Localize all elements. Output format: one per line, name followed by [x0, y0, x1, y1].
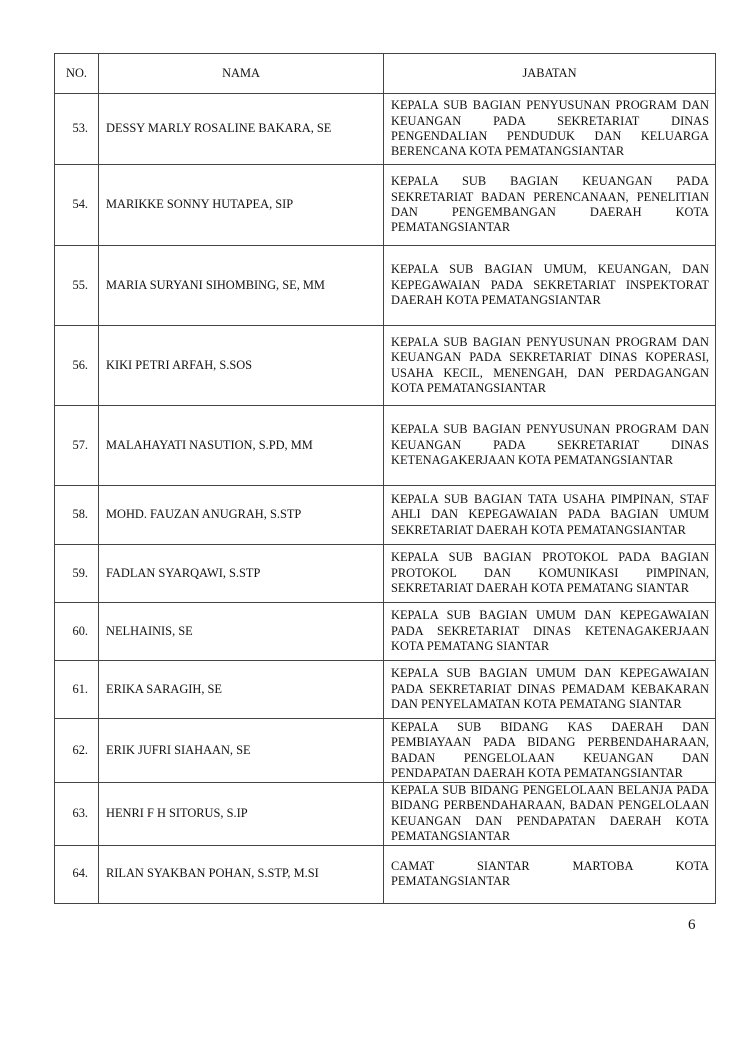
row-no: 63. — [55, 783, 99, 846]
row-no: 59. — [55, 545, 99, 603]
table-row — [55, 719, 716, 783]
row-no: 64. — [55, 845, 99, 903]
page-number: 6 — [688, 917, 696, 933]
table-row — [55, 783, 716, 846]
table-row — [55, 326, 716, 406]
row-jabatan: KEPALA SUB BAGIAN PENYUSUNAN PROGRAM DAN KEUANGAN PADA SEKRETARIAT DINAS PENGENDALIAN PENDUDUK DAN KELUARGA BERENCANA KOTA PEMATANGSIANTAR — [384, 94, 716, 165]
row-nama: FADLAN SYARQAWI, S.STP — [99, 545, 384, 603]
row-nama: MOHD. FAUZAN ANUGRAH, S.STP — [99, 486, 384, 545]
row-no: 60. — [55, 603, 99, 661]
row-no: 57. — [55, 406, 99, 486]
row-nama: RILAN SYAKBAN POHAN, S.STP, M.SI — [99, 845, 384, 903]
table-row — [55, 165, 716, 246]
row-jabatan: KEPALA SUB BIDANG KAS DAERAH DAN PEMBIAYAAN PADA BIDANG PERBENDAHARAAN, BADAN PENGELOLAAN KEUANGAN DAN PENDAPATAN DAERAH KOTA PEMATANGSIANTAR — [384, 719, 716, 783]
row-jabatan: KEPALA SUB BAGIAN TATA USAHA PIMPINAN, STAF AHLI DAN KEPEGAWAIAN PADA BAGIAN UMUM SEKRETARIAT DAERAH KOTA PEMATANGSIANTAR — [384, 486, 716, 545]
row-nama: KIKI PETRI ARFAH, S.SOS — [99, 326, 384, 406]
row-no: 54. — [55, 165, 99, 246]
row-nama: DESSY MARLY ROSALINE BAKARA, SE — [99, 94, 384, 165]
header-nama: NAMA — [99, 54, 384, 94]
header-jabatan: JABATAN — [384, 54, 716, 94]
row-jabatan: KEPALA SUB BAGIAN KEUANGAN PADA SEKRETARIAT BADAN PERENCANAAN, PENELITIAN DAN PENGEMBANGAN DAERAH KOTA PEMATANGSIANTAR — [384, 165, 716, 246]
row-jabatan: KEPALA SUB BAGIAN PENYUSUNAN PROGRAM DAN KEUANGAN PADA SEKRETARIAT DINAS KETENAGAKERJAAN KOTA PEMATANGSIANTAR — [384, 406, 716, 486]
row-jabatan: KEPALA SUB BAGIAN UMUM, KEUANGAN, DAN KEPEGAWAIAN PADA SEKRETARIAT INSPEKTORAT DAERAH KOTA PEMATANGSIANTAR — [384, 246, 716, 326]
row-jabatan: KEPALA SUB BAGIAN PENYUSUNAN PROGRAM DAN KEUANGAN PADA SEKRETARIAT DINAS KOPERASI, USAHA KECIL, MENENGAH, DAN PERDAGANGAN KOTA PEMATANGSIANTAR — [384, 326, 716, 406]
table-row — [55, 545, 716, 603]
row-nama: MARIA SURYANI SIHOMBING, SE, MM — [99, 246, 384, 326]
row-no: 58. — [55, 486, 99, 545]
table-row — [55, 94, 716, 165]
table-row — [55, 246, 716, 326]
row-nama: NELHAINIS, SE — [99, 603, 384, 661]
row-jabatan: KEPALA SUB BAGIAN UMUM DAN KEPEGAWAIAN PADA SEKRETARIAT DINAS PEMADAM KEBAKARAN DAN PENYELAMATAN KOTA PEMATANG SIANTAR — [384, 661, 716, 719]
row-nama: MALAHAYATI NASUTION, S.PD, MM — [99, 406, 384, 486]
table-row — [55, 603, 716, 661]
row-nama: HENRI F H SITORUS, S.IP — [99, 783, 384, 846]
header-no: NO. — [55, 54, 99, 94]
table-row — [55, 845, 716, 903]
officials-table — [54, 53, 716, 904]
row-jabatan: KEPALA SUB BAGIAN UMUM DAN KEPEGAWAIAN PADA SEKRETARIAT DINAS KETENAGAKERJAAN KOTA PEMATANG SIANTAR — [384, 603, 716, 661]
row-jabatan: KEPALA SUB BAGIAN PROTOKOL PADA BAGIAN PROTOKOL DAN KOMUNIKASI PIMPINAN, SEKRETARIAT DAERAH KOTA PEMATANG SIANTAR — [384, 545, 716, 603]
table-row — [55, 661, 716, 719]
row-jabatan: CAMAT SIANTAR MARTOBA KOTA PEMATANGSIANTAR — [384, 845, 716, 903]
row-no: 61. — [55, 661, 99, 719]
row-nama: ERIK JUFRI SIAHAAN, SE — [99, 719, 384, 783]
row-no: 56. — [55, 326, 99, 406]
table-row — [55, 406, 716, 486]
table-header-row — [55, 54, 716, 94]
row-nama: ERIKA SARAGIH, SE — [99, 661, 384, 719]
row-no: 55. — [55, 246, 99, 326]
row-jabatan: KEPALA SUB BIDANG PENGELOLAAN BELANJA PADA BIDANG PERBENDAHARAAN, BADAN PENGELOLAAN KEUANGAN DAN PENDAPATAN DAERAH KOTA PEMATANGSIANTAR — [384, 783, 716, 846]
table-row — [55, 486, 716, 545]
row-no: 62. — [55, 719, 99, 783]
row-no: 53. — [55, 94, 99, 165]
row-nama: MARIKKE SONNY HUTAPEA, SIP — [99, 165, 384, 246]
